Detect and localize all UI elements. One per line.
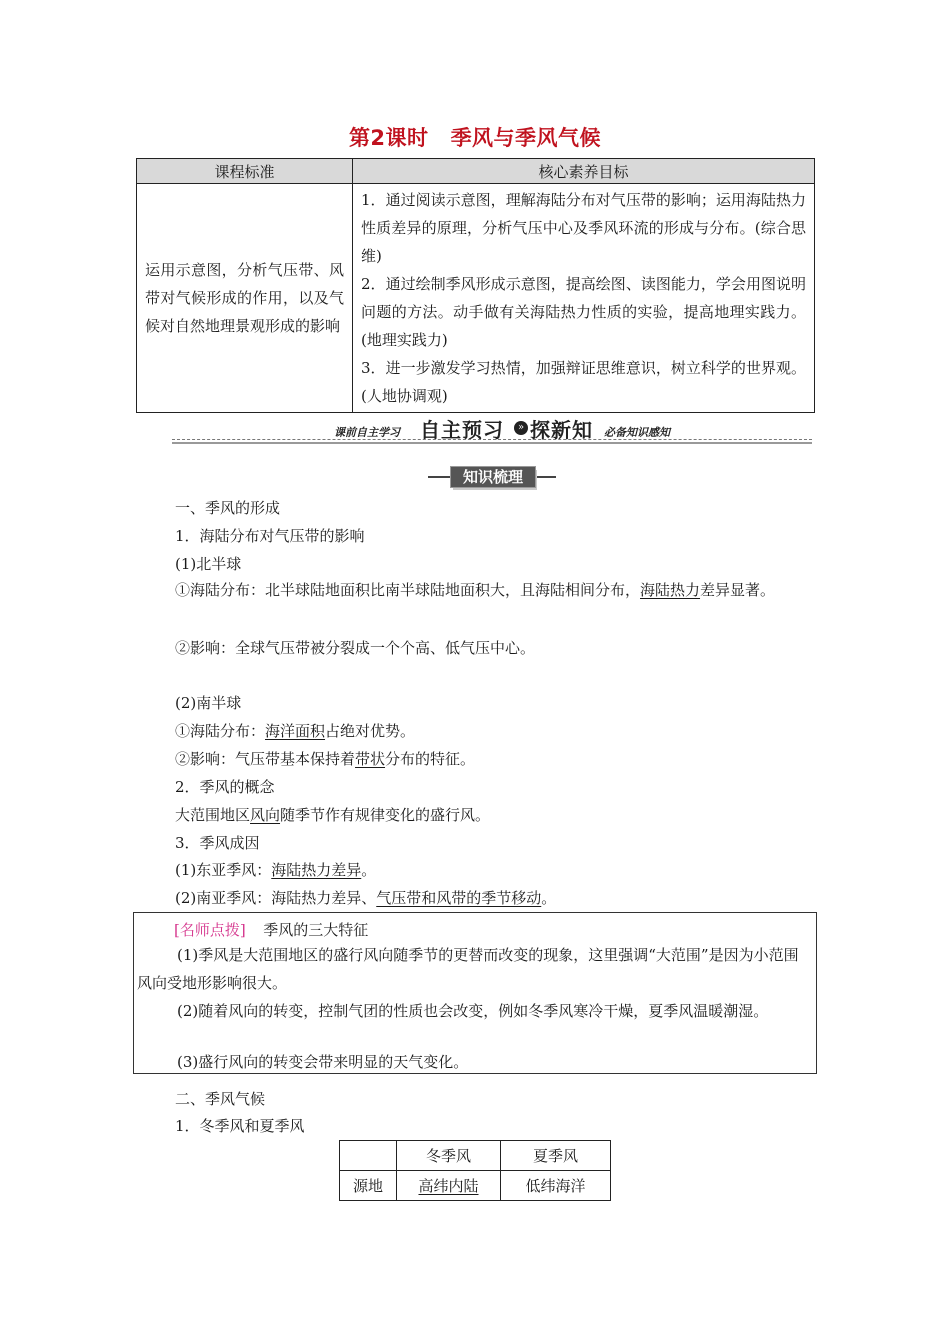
banner-divider — [172, 442, 812, 444]
double-arrow-icon: » — [514, 421, 528, 435]
paragraph — [175, 720, 415, 741]
paragraph — [175, 804, 490, 825]
text-run: 。 — [541, 889, 557, 907]
subheading: 1．冬季风和夏季风 — [175, 1117, 305, 1135]
text-run: ①海陆分布： — [175, 722, 266, 740]
paragraph — [138, 576, 818, 605]
tip-tag: [名师点拨] — [174, 921, 246, 939]
subheading: 1．海陆分布对气压带的影响 — [175, 527, 365, 545]
subheading: 2．季风的概念 — [175, 778, 275, 796]
text-run: 大范围地区 — [175, 806, 251, 824]
underlined-answer: 海陆热力 — [640, 581, 701, 599]
wind-table-header-summer: 夏季风 — [501, 1141, 611, 1171]
teacher-tip-box — [133, 912, 817, 1074]
paragraph — [175, 748, 475, 769]
lesson-title — [0, 122, 950, 152]
tip-paragraph: (3)盛行风向的转变会带来明显的天气变化。 — [177, 1053, 469, 1071]
banner-left-caption: 课前自主学习 — [334, 426, 400, 439]
text-run: (1)东亚季风： — [175, 861, 272, 879]
underlined-answer: 带状 — [355, 750, 386, 768]
wind-table-header-winter: 冬季风 — [397, 1141, 501, 1171]
tip-title: 季风的三大特征 — [263, 921, 369, 939]
wind-table-corner — [340, 1141, 397, 1171]
subheading: 3．季风成因 — [175, 834, 260, 852]
standards-header-right: 核心素养目标 — [353, 159, 815, 184]
paragraph — [175, 859, 376, 880]
underlined-answer: 气压带和风带的季节移动 — [376, 889, 542, 907]
section-banner — [172, 414, 812, 444]
section-label — [428, 466, 556, 488]
text-run: 占绝对优势。 — [325, 722, 416, 740]
underlined-answer: 海洋面积 — [265, 722, 326, 740]
banner-title-1: 自主预习 — [420, 418, 504, 442]
lesson-topic: 季风与季风气候 — [450, 126, 602, 150]
standards-table — [136, 158, 815, 413]
heading-monsoon-climate: 二、季风气候 — [175, 1090, 266, 1108]
text-run: 。 — [361, 861, 377, 879]
goal-item: 1．通过阅读示意图，理解海陆分布对气压带的影响；运用海陆热力性质差异的原理，分析气压中心及季风环流的形成与分布。(综合思维) — [361, 191, 806, 265]
tip-header — [174, 919, 794, 940]
paragraph — [175, 887, 556, 908]
lesson-number: 第2课时 — [348, 126, 429, 150]
underlined-answer: 高纬内陆 — [418, 1177, 479, 1195]
banner-title-2: 探新知 — [530, 418, 593, 442]
text-run: 分布的特征。 — [385, 750, 476, 768]
text-run: ②影响：气压带基本保持着 — [175, 750, 356, 768]
underlined-answer: 风向 — [250, 806, 281, 824]
section-label-text: 知识梳理 — [450, 466, 536, 488]
standards-header-left: 课程标准 — [137, 159, 353, 184]
text-run: 差异显著。 — [700, 581, 776, 599]
text-run: (2)南亚季风：海陆热力差异、 — [175, 889, 377, 907]
subheading: (2)南半球 — [175, 694, 242, 712]
wind-table-row-label: 源地 — [340, 1171, 397, 1201]
banner-divider — [172, 439, 812, 440]
course-standard-cell: 运用示意图，分析气压带、风带对气候形成的作用，以及气候对自然地理景观形成的影响 — [137, 184, 353, 413]
tip-paragraph: (2)随着风向的转变，控制气团的性质也会改变，例如冬季风寒冷干燥，夏季风温暖潮湿。 — [177, 1002, 769, 1020]
text-run: ①海陆分布：北半球陆地面积比南半球陆地面积大，且海陆相间分布， — [175, 581, 641, 599]
core-goals-cell — [353, 184, 815, 413]
underlined-answer: 海陆热力差异 — [271, 861, 362, 879]
banner-right-caption: 必备知识感知 — [604, 426, 670, 439]
wind-table — [339, 1140, 611, 1201]
tip-paragraph: (1)季风是大范围地区的盛行风向随季节的更替而改变的现象，这里强调“大范围”是因为小范围风向受地形影响很大。 — [137, 946, 799, 992]
paragraph: ②影响：全球气压带被分裂成一个个高、低气压中心。 — [175, 639, 536, 657]
text-run: 随季节作有规律变化的盛行风。 — [280, 806, 491, 824]
heading-monsoon-formation: 一、季风的形成 — [175, 499, 281, 517]
wind-table-cell — [397, 1171, 501, 1201]
wind-table-cell: 低纬海洋 — [501, 1171, 611, 1201]
goal-item: 3．进一步激发学习热情，加强辩证思维意识，树立科学的世界观。(人地协调观) — [361, 359, 806, 405]
goal-item: 2．通过绘制季风形成示意图，提高绘图、读图能力，学会用图说明问题的方法。动手做有关海陆热力性质的实验，提高地理实践力。(地理实践力) — [361, 275, 806, 349]
subheading: (1)北半球 — [175, 555, 242, 573]
